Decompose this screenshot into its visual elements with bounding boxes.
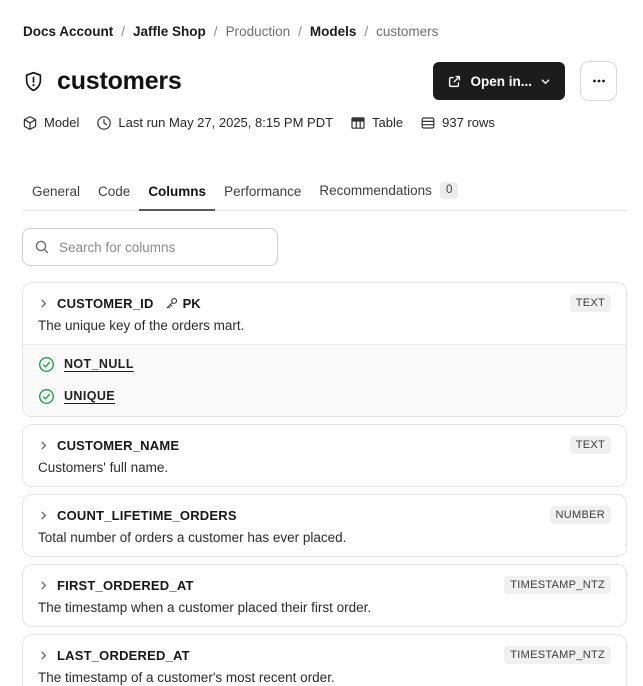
column-card-customer-name	[22, 424, 627, 487]
column-card-customer-id	[22, 282, 627, 417]
chevron-right-icon	[38, 440, 49, 451]
materialization	[350, 115, 403, 131]
column-header[interactable]	[38, 293, 611, 313]
last-run-label: Last run May 27, 2025, 8:15 PM PDT	[118, 115, 334, 130]
tab-performance[interactable]	[215, 178, 310, 211]
breadcrumb-jaffle-shop[interactable]: Jaffle Shop	[133, 24, 206, 39]
chevron-right-icon	[38, 580, 49, 591]
search-input[interactable]	[59, 240, 266, 255]
breadcrumb-docs-account[interactable]: Docs Account	[23, 24, 114, 39]
column-header[interactable]	[38, 435, 611, 455]
type-badge: NUMBER	[550, 506, 611, 524]
chevron-right-icon	[38, 510, 49, 521]
last-run	[96, 115, 333, 131]
breadcrumb-models[interactable]: Models	[309, 24, 357, 39]
primary-key-tag	[164, 296, 201, 311]
search-icon	[34, 239, 50, 255]
type-badge: TIMESTAMP_NTZ	[504, 646, 611, 664]
shield-alert-icon	[22, 70, 45, 93]
column-name: FIRST_ORDERED_AT	[57, 577, 194, 593]
page-title: customers	[57, 66, 182, 95]
chevron-right-icon	[38, 298, 49, 309]
database-icon	[420, 115, 436, 131]
breadcrumb-separator: /	[364, 24, 369, 39]
page-header	[22, 61, 627, 101]
column-name: COUNT_LIFETIME_ORDERS	[57, 507, 237, 523]
type-badge: TEXT	[570, 436, 611, 454]
open-in-label: Open in...	[470, 73, 532, 89]
key-icon	[164, 296, 179, 311]
breadcrumb-separator: /	[121, 24, 126, 39]
row-count	[420, 115, 495, 131]
recommendations-count-badge: 0	[440, 182, 458, 199]
column-description: The unique key of the orders mart.	[38, 318, 245, 333]
column-description: The timestamp when a customer placed their first order.	[38, 600, 372, 615]
clock-icon	[96, 115, 112, 131]
breadcrumb-separator: /	[213, 24, 218, 39]
type-badge: TIMESTAMP_NTZ	[504, 576, 611, 594]
tab-label: Code	[98, 184, 131, 199]
column-header[interactable]	[38, 645, 611, 665]
tab-label: Columns	[148, 184, 207, 199]
column-card-count-lifetime-orders	[22, 494, 627, 557]
tab-label: General	[32, 184, 81, 199]
column-header[interactable]	[38, 575, 611, 595]
check-circle-icon	[38, 356, 55, 373]
resource-type-label: Model	[44, 115, 80, 130]
column-description: Customers' full name.	[38, 460, 169, 475]
column-card-first-ordered-at	[22, 564, 627, 627]
tab-label: Performance	[224, 184, 302, 199]
tab-label: Recommendations	[319, 183, 432, 198]
breadcrumb	[22, 24, 627, 40]
column-card-last-ordered-at	[22, 634, 627, 686]
test-row	[38, 380, 611, 412]
columns-list	[22, 282, 627, 686]
column-description: The timestamp of a customer's most recent order.	[38, 670, 335, 685]
type-badge: TEXT	[570, 294, 611, 312]
breadcrumb-customers: customers	[376, 24, 439, 39]
column-name: LAST_ORDERED_AT	[57, 647, 190, 663]
chevron-right-icon	[38, 650, 49, 661]
resource-type	[22, 115, 79, 131]
tab-bar	[22, 176, 627, 211]
cube-icon	[22, 115, 38, 131]
open-in-button[interactable]	[433, 62, 565, 100]
column-name: CUSTOMER_ID	[57, 295, 154, 311]
ellipsis-icon	[591, 73, 607, 89]
tab-columns[interactable]	[139, 178, 215, 211]
column-description: Total number of orders a customer has ever placed.	[38, 530, 347, 545]
materialization-label: Table	[372, 115, 404, 130]
external-link-icon	[447, 74, 462, 89]
test-link-not-null[interactable]: NOT_NULL	[64, 357, 134, 371]
breadcrumb-production: Production	[225, 24, 291, 39]
model-meta-row	[22, 114, 627, 131]
column-header[interactable]	[38, 505, 611, 525]
tab-code[interactable]	[89, 178, 139, 211]
column-tests	[23, 344, 626, 416]
table-icon	[350, 115, 366, 131]
test-link-unique[interactable]: UNIQUE	[64, 389, 116, 403]
test-row	[38, 348, 611, 380]
more-actions-button[interactable]	[580, 61, 617, 101]
breadcrumb-separator: /	[298, 24, 302, 39]
tab-recommendations[interactable]	[310, 176, 467, 211]
row-count-label: 937 rows	[442, 115, 495, 130]
column-search	[22, 228, 278, 266]
column-name: CUSTOMER_NAME	[57, 437, 180, 453]
check-circle-icon	[38, 388, 55, 405]
chevron-down-icon	[540, 76, 551, 87]
tab-general[interactable]	[23, 178, 89, 211]
pk-label: PK	[182, 295, 201, 311]
